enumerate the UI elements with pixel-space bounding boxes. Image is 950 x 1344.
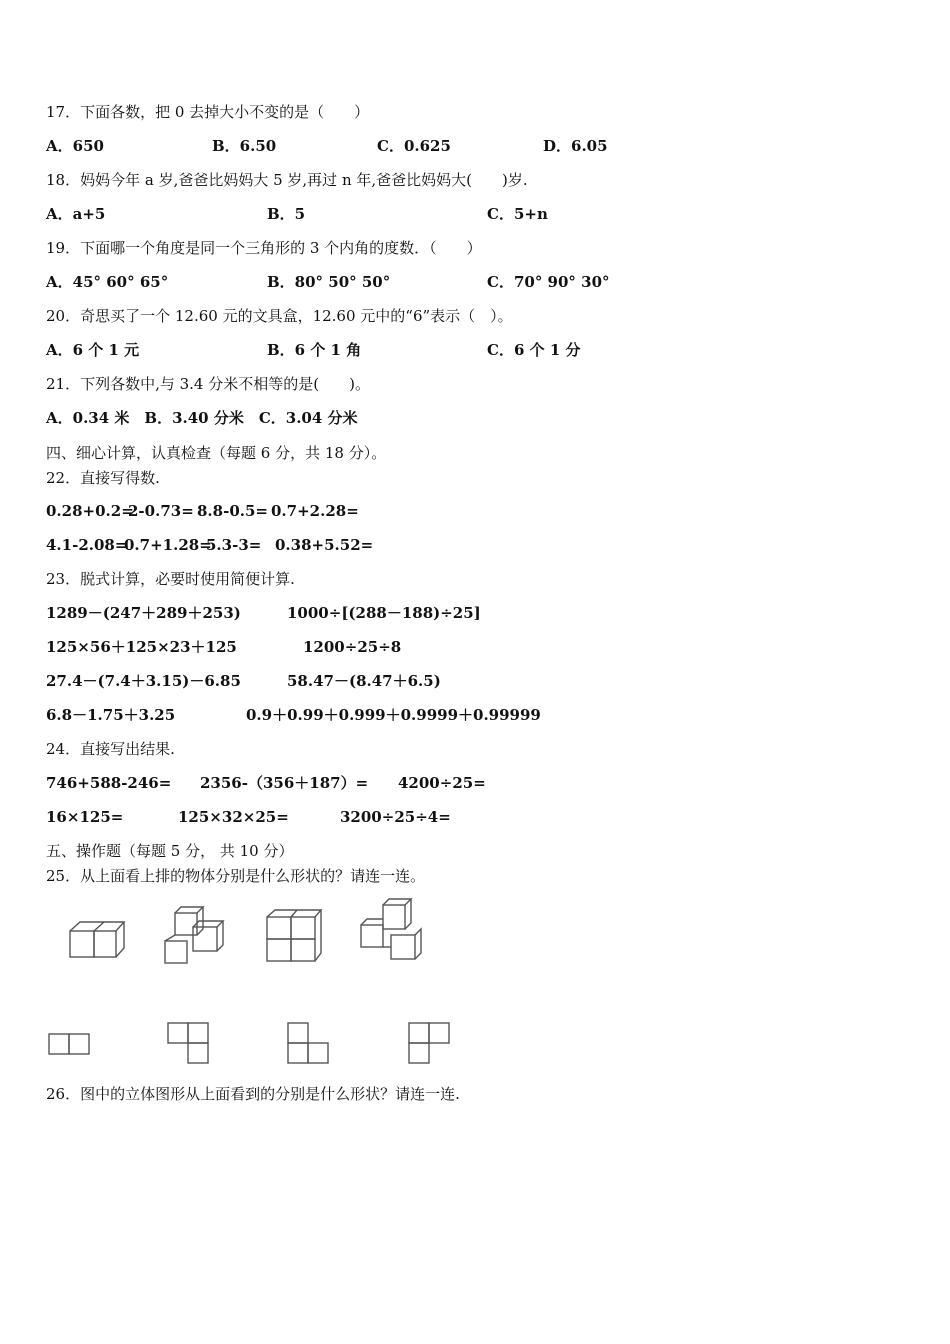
q23-r4-right: 0.9＋0.99＋0.999＋0.9999＋0.99999 [246, 706, 541, 724]
q24-r2-c3: 3200÷25÷4= [340, 808, 451, 826]
top-view-shape-1 [47, 1032, 91, 1056]
q19-option-c: C．70° 90° 30° [487, 273, 610, 291]
q19-option-b: B．80° 50° 50° [267, 273, 391, 291]
q22-r1-c3: 8.8-0.5= [197, 502, 268, 520]
q22-r2-c1: 4.1-2.08= [46, 536, 128, 554]
q22-r1-c1: 0.28+0.2= [46, 502, 134, 520]
q21-stem: 21．下列各数中,与 3.4 分米不相等的是( )。 [46, 375, 370, 393]
q23-r2-right: 1200÷25÷8 [303, 638, 402, 656]
q19-option-a: A．45° 60° 65° [46, 273, 169, 291]
q23-r2-left: 125×56＋125×23＋125 [46, 638, 237, 656]
q18-option-c: C．5+n [487, 205, 548, 223]
q19-stem: 19．下面哪一个角度是同一个三角形的 3 个内角的度数．（ ） [46, 239, 482, 257]
q17-option-c: C．0.625 [377, 137, 451, 155]
q17-option-b: B．6.50 [212, 137, 277, 155]
q23-r4-left: 6.8－1.75＋3.25 [46, 706, 176, 724]
q17-stem: 17．下面各数，把 0 去掉大小不变的是（ ） [46, 103, 370, 121]
cube-figure-1 [66, 915, 126, 963]
q24-r1-c1: 746+588-246= [46, 774, 172, 792]
cube-figure-2 [161, 905, 225, 967]
q24-r1-c2: 2356-（356＋187）= [200, 774, 369, 792]
q23-r1-left: 1289－(247＋289＋253) [46, 604, 241, 622]
q24-r2-c2: 125×32×25= [178, 808, 289, 826]
q20-option-b: B．6 个 1 角 [267, 341, 362, 359]
q17-option-d: D．6.05 [543, 137, 608, 155]
section-5-title: 五、操作题（每题 5 分， 共 10 分） [46, 842, 294, 860]
q20-option-c: C．6 个 1 分 [487, 341, 581, 359]
q26-stem: 26．图中的立体图形从上面看到的分别是什么形状？请连一连. [46, 1085, 460, 1103]
section-4-title: 四、细心计算，认真检查（每题 6 分，共 18 分）。 [46, 444, 387, 462]
q20-stem: 20．奇思买了一个 12.60 元的文具盒，12.60 元中的“6”表示（ ）。 [46, 307, 513, 325]
q24-stem: 24．直接写出结果. [46, 740, 175, 758]
cube-figure-4 [357, 897, 427, 965]
q22-r1-c4: 0.7+2.28= [271, 502, 359, 520]
q18-option-a: A．a+5 [46, 205, 106, 223]
q24-r2-c1: 16×125= [46, 808, 124, 826]
q20-option-a: A．6 个 1 元 [46, 341, 140, 359]
q22-r1-c2: 2-0.73= [128, 502, 194, 520]
q21-options: A．0.34 米 B．3.40 分米 C．3.04 分米 [46, 409, 358, 427]
q22-r2-c3: 5.3-3= [206, 536, 262, 554]
top-view-shape-3 [286, 1021, 330, 1065]
q23-stem: 23．脱式计算，必要时使用简便计算. [46, 570, 295, 588]
q23-r1-right: 1000÷[(288－188)÷25] [287, 604, 481, 622]
top-view-shape-4 [407, 1021, 451, 1065]
q17-option-a: A．650 [46, 137, 104, 155]
q23-r3-right: 58.47－(8.47＋6.5) [287, 672, 441, 690]
q18-stem: 18．妈妈今年 a 岁,爸爸比妈妈大 5 岁,再过 n 年,爸爸比妈妈大( )岁. [46, 171, 528, 189]
q25-stem: 25．从上面看上排的物体分别是什么形状的？请连一连。 [46, 867, 426, 885]
q23-r3-left: 27.4－(7.4＋3.15)－6.85 [46, 672, 241, 690]
q22-r2-c4: 0.38+5.52= [275, 536, 374, 554]
q18-option-b: B．5 [267, 205, 306, 223]
q24-r1-c3: 4200÷25= [398, 774, 486, 792]
top-view-shape-2 [166, 1021, 210, 1065]
q22-r2-c2: 0.7+1.28= [124, 536, 212, 554]
cube-figure-3 [263, 907, 325, 965]
q22-stem: 22．直接写得数. [46, 469, 160, 487]
